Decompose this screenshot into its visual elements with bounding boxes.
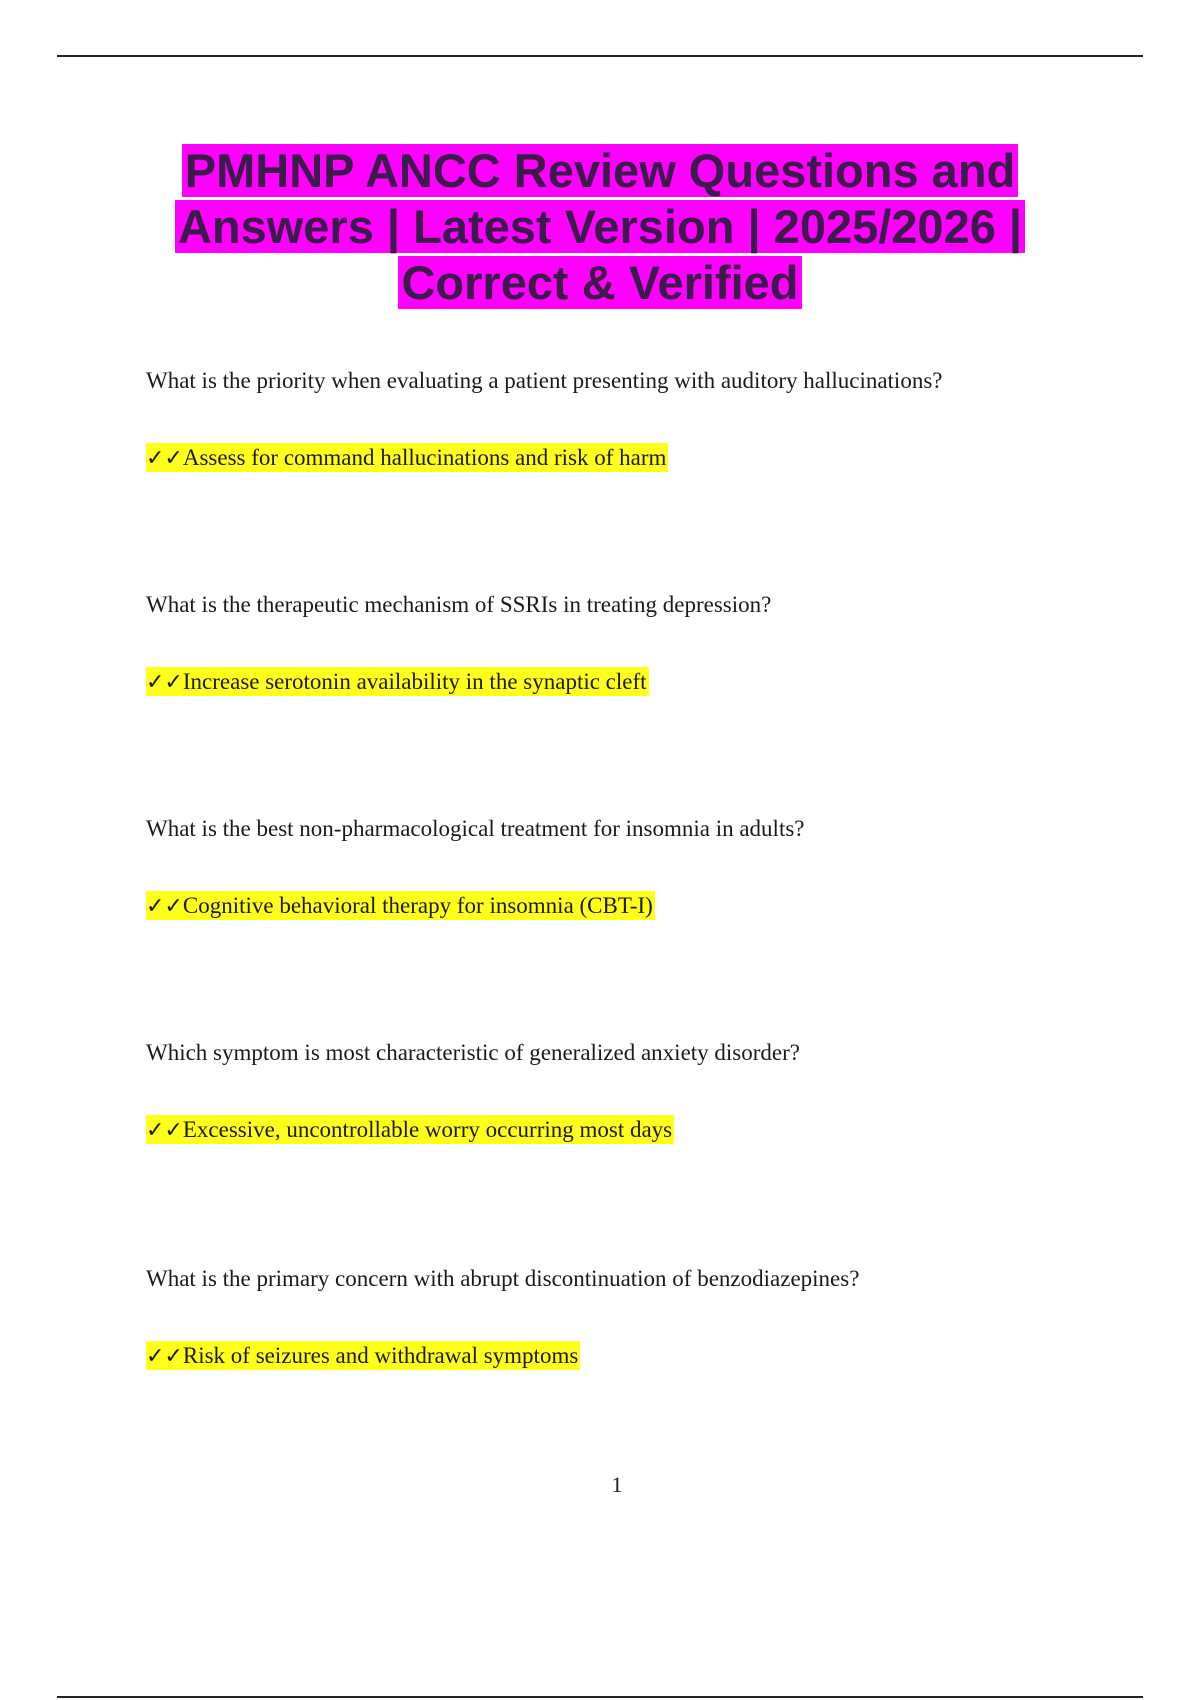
check-mark-icon: ✓✓ — [146, 1118, 183, 1143]
answer-line — [146, 667, 649, 698]
qa-item — [146, 1039, 1106, 1143]
answer-text: Risk of seizures and withdrawal symptoms — [182, 1343, 579, 1368]
header-rule — [57, 55, 1143, 57]
question-text: What is the therapeutic mechanism of SSRIs in treating depression? — [146, 592, 772, 617]
document-title-text: PMHNP ANCC Review Questions and Answers | Latest Version | 2025/2026 | Correct & Verified — [175, 144, 1025, 309]
qa-item — [146, 815, 1106, 919]
question-text: Which symptom is most characteristic of generalized anxiety disorder? — [146, 1040, 800, 1065]
answer-highlight — [146, 1115, 674, 1144]
answer-line — [146, 1341, 580, 1372]
answer-text: Cognitive behavioral therapy for insomnia (CBT-I) — [182, 893, 653, 918]
qa-item — [146, 1265, 1106, 1369]
qa-item — [146, 591, 1106, 695]
answer-text: Assess for command hallucinations and risk of harm — [182, 445, 667, 470]
page-number: 1 — [611, 1472, 623, 1497]
answer-text: Increase serotonin availability in the synaptic cleft — [182, 669, 647, 694]
question-text: What is the primary concern with abrupt discontinuation of benzodiazepines? — [146, 1266, 860, 1291]
qa-item — [146, 367, 1106, 471]
check-mark-icon: ✓✓ — [146, 1344, 183, 1369]
footer-rule — [57, 1696, 1143, 1698]
check-mark-icon: ✓✓ — [146, 894, 183, 919]
answer-highlight — [146, 667, 649, 696]
answer-highlight — [146, 891, 655, 920]
answer-line — [146, 443, 668, 474]
answer-highlight — [146, 443, 668, 472]
document-title — [100, 143, 1100, 311]
answer-text: Excessive, uncontrollable worry occurring most days — [182, 1117, 673, 1142]
question-text: What is the priority when evaluating a patient presenting with auditory hallucinations? — [146, 368, 943, 393]
answer-line — [146, 1115, 674, 1146]
answer-highlight — [146, 1341, 580, 1370]
check-mark-icon: ✓✓ — [146, 446, 183, 471]
answer-line — [146, 891, 655, 922]
question-text: What is the best non-pharmacological treatment for insomnia in adults? — [146, 816, 805, 841]
check-mark-icon: ✓✓ — [146, 670, 183, 695]
